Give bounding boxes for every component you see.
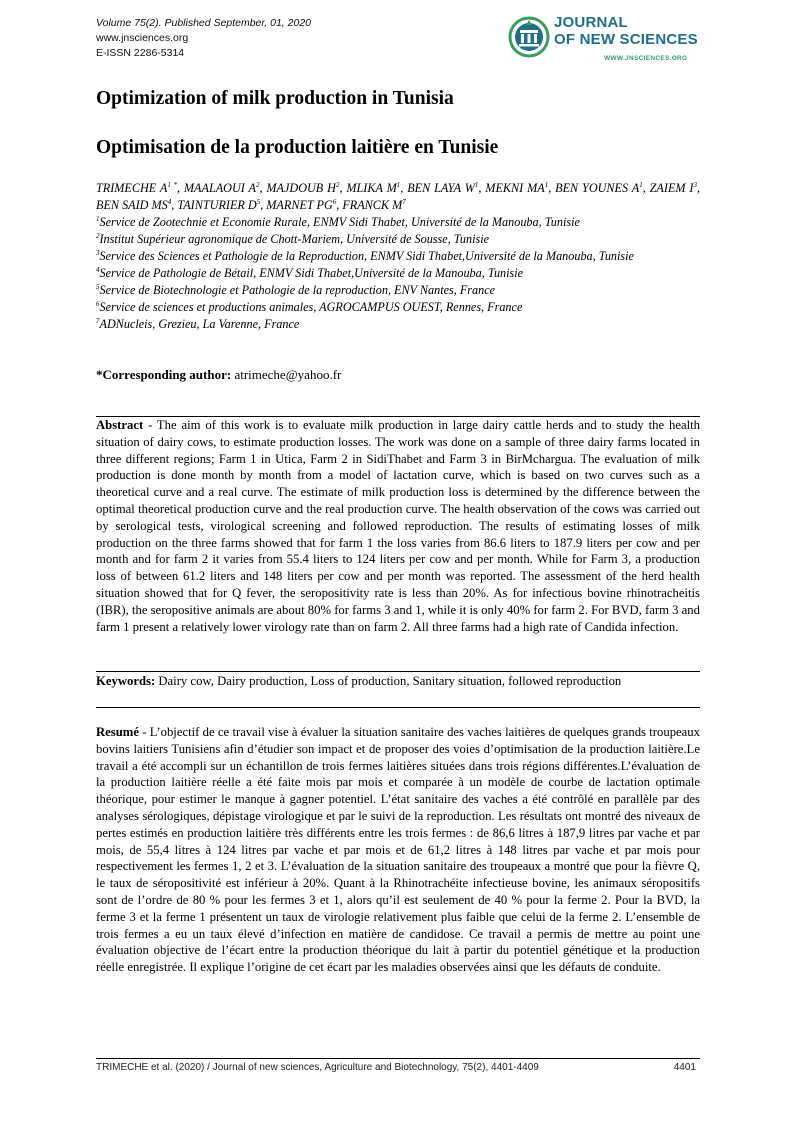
affiliation-text: Institut Supérieur agronomique de Chott-Mariem, Université de Sousse, Tunisie <box>99 232 490 246</box>
resume-section <box>96 724 700 976</box>
keywords-label: Keywords: <box>96 674 156 688</box>
author-affiliation-marker: 6 <box>332 197 337 206</box>
issn-line: E-ISSN 2286-5314 <box>96 47 185 59</box>
author-name: ZAIEM I <box>649 181 694 195</box>
abstract-label: Abstract <box>96 418 144 432</box>
author-affiliation-marker: 3 <box>693 180 697 189</box>
affiliation-item <box>96 316 700 333</box>
author-affiliation-marker: 1 <box>396 180 401 189</box>
affiliation-list <box>96 214 700 333</box>
corresponding-author <box>96 367 341 383</box>
author-affiliation-marker: 5 <box>256 197 261 206</box>
author-affiliation-marker: 4 <box>167 197 172 206</box>
author-name: MEKNI MA <box>485 181 545 195</box>
english-title: Optimization of milk production in Tunisia <box>96 88 454 109</box>
affiliation-number: 1 <box>96 214 100 223</box>
abstract-text: - The aim of this work is to evaluate milk production in large dairy cattle herds and to study the health situation of dairy cows, to estimate production losses. The work was done on a sample of three dairy farms located in three different regions; Farm 1 in Utica, Farm 2 in SidiThabet and Farm 3 in BirMchargua. The evaluation of milk production is done month by month from a model of lactation curve, which is based on two curves such as a theoretical curve and a real curve. The estimate of milk production loss is determined by the difference between the optimal theoretical production curve and the real production curve. The health observation of the cows was carried out by serological tests, virological screening and followed reproduction. The results of estimating losses of milk production on the three farms showed that for farm 1 the loss varies from 86.6 liters to 187.9 liters per cow and per month and for farm 2 it varies from 55.4 liters to 124 liters per cow and per month. While for Farm 3, a production loss of between 61.2 liters and 148 liters per cow and per month was reported. The assessment of the herd health situation showed that for Q fever, the seropositivity rate is less than 20%. As for infectious bovine rhinotracheitis (IBR), the seropositive animals are about 80% for farms 3 and 1, while it is only 40% for farm 2. For BVD, farm 3 and farm 1 present a relatively lower virology rate than on farm 2. All three farms had a high rate of Candida infection. <box>96 418 700 634</box>
author-affiliation-marker: 1 <box>544 180 549 189</box>
abstract-section <box>96 417 700 635</box>
divider <box>96 707 700 708</box>
author-list: TRIMECHE $A^{1 *}$, MAALAOUI $A^2$, MAJDOUB $H^2$, MLIKA $M^1$, BEN LAYA $W^1$, MEKNI $MA^1$, BEN YOUNES $A^1$, ZAIEM $I^3$, BEN SAID $MS^4$, TAINTURIER $D^5$, MARNET $PG^6$, FRANCK $M^7$ <box>96 180 701 212</box>
affiliation-item <box>96 248 700 265</box>
footer-divider <box>96 1058 700 1059</box>
author-name: BEN SAID MS <box>96 198 168 212</box>
french-title: Optimisation de la production laitière en Tunisie <box>96 137 499 158</box>
resume-text: - L’objectif de ce travail vise à évaluer la situation sanitaire des vaches laitières de quelques grands troupeaux bovins laitiers Tunisiens afin d’étudier son impact et de proposer des voies d’optimisation de la production laitière.Le travail a été accompli sur un échantillon de trois fermes laitières situées dans trois régions différentes.L’évaluation de la production laitière réelle a été faite mois par mois et comparée à un modèle de courbe de lactation optimale théorique, pour estimer le manque à gagner potentiel. L’état sanitaire des vaches a été contrôlé en parallèle par des analyses sérologiques, dépistage virologique et par le suivi de la reproduction. Les résultats ont montré des niveaux de pertes estimés en production laitière très différents entre les trois fermes : de 86,6 litres à 187,9 litres par vache et par mois, de 55,4 litres à 124 litres par vache et par mois et de 61,2 litres à 148 litres par vache et par mois pour respectivement les fermes 1, 2 et 3. L’évaluation de la situation sanitaire des troupeaux a montré que pour la fièvre Q, le taux de séropositivité est inférieur à 20%. Quant à la Rhinotrachéite infectieuse bovine, les animaux séropositifs sont de l’ordre de 80 % pour les fermes 3 et 1, alors qu’il est seulement de 40 % pour la ferme 2. Pour la BVD, la ferme 3 et la ferme 1 présentent un taux de virologie relativement plus faible que celui de la ferme 2. L’ensemble de trois fermes a eu un taux élevé d’infection en matière de candidose. Ce travail a permis de mettre au point une évaluation objective de l’écart entre la production théorique du lait à partir du potentiel génétique et la production réelle enregistrée. Il explique l’origine de cet écart par les maladies observées ainsi que les défauts de conduite. <box>96 725 700 975</box>
journal-header-meta <box>96 16 311 61</box>
footer-citation: TRIMECHE et al. (2020) / Journal of new sciences, Agriculture and Biotechnology, 75(2), 4401-4409 <box>96 1062 539 1073</box>
page-number: 4401 <box>673 1062 696 1073</box>
author-name: BEN LAYA W <box>407 181 475 195</box>
author-name: TRIMECHE A <box>96 181 168 195</box>
author-affiliation-marker: 1 * <box>167 180 177 189</box>
affiliation-text: Service de Pathologie de Bétail, ENMV Sidi Thabet,Université de la Manouba, Tunisie <box>99 266 524 280</box>
corresponding-label: *Corresponding author: <box>96 367 232 382</box>
affiliation-item <box>96 265 700 282</box>
author-affiliation-marker: 1 <box>639 180 643 189</box>
journal-logo <box>508 14 708 66</box>
globe-emblem-icon <box>508 16 550 58</box>
page-footer <box>96 1062 700 1073</box>
affiliation-text: ADNucleis, Grezieu, La Varenne, France <box>99 317 300 331</box>
resume-label: Resumé <box>96 725 139 739</box>
author-name: MARNET PG <box>266 198 333 212</box>
website-line: www.jnsciences.org <box>96 32 189 44</box>
author-affiliation-marker: 1 <box>474 180 479 189</box>
affiliation-text: Service de Zootechnie et Economie Rurale, ENMV Sidi Thabet, Université de la Manouba, Tunisie <box>99 215 580 229</box>
affiliation-number: 4 <box>96 265 100 274</box>
logo-line-1: JOURNAL <box>554 14 628 31</box>
author-name: BEN YOUNES A <box>555 181 640 195</box>
logo-line-2: OF NEW SCIENCES <box>554 31 698 48</box>
affiliation-item <box>96 214 700 231</box>
author-name: MAJDOUB H <box>266 181 336 195</box>
author-affiliation-marker: 2 <box>255 180 260 189</box>
affiliation-text: Service de Biotechnologie et Pathologie de la reproduction, ENV Nantes, France <box>99 283 496 297</box>
author-affiliation-marker: 2 <box>335 180 340 189</box>
affiliation-number: 5 <box>96 282 100 291</box>
author-name: MAALAOUI A <box>183 181 256 195</box>
affiliation-item <box>96 299 700 316</box>
volume-line: Volume 75(2). Published September, 01, 2020 <box>96 17 311 29</box>
keywords-text: Dairy cow, Dairy production, Loss of production, Sanitary situation, followed reproduction <box>155 674 622 688</box>
corresponding-email[interactable]: atrimeche@yahoo.fr <box>234 367 342 382</box>
author-name: FRANCK M <box>342 198 403 212</box>
affiliation-number: 3 <box>96 248 100 257</box>
affiliation-item <box>96 231 700 248</box>
affiliation-text: Service de sciences et productions animales, AGROCAMPUS OUEST, Rennes, France <box>99 300 523 314</box>
divider <box>96 671 700 672</box>
keywords-section <box>96 673 700 690</box>
affiliation-text: Service des Sciences et Pathologie de la Reproduction, ENMV Sidi Thabet,Université de la Manouba, Tunisie <box>99 249 634 263</box>
author-name: TAINTURIER D <box>177 198 257 212</box>
affiliation-number: 2 <box>96 231 100 240</box>
affiliation-number: 7 <box>96 316 100 325</box>
affiliation-item <box>96 282 700 299</box>
logo-wordmark <box>554 14 698 48</box>
affiliation-number: 6 <box>96 299 100 308</box>
author-affiliation-marker: 7 <box>402 197 406 206</box>
logo-url: WWW.JNSCIENCES.ORG <box>604 55 688 62</box>
author-name: MLIKA M <box>346 181 397 195</box>
